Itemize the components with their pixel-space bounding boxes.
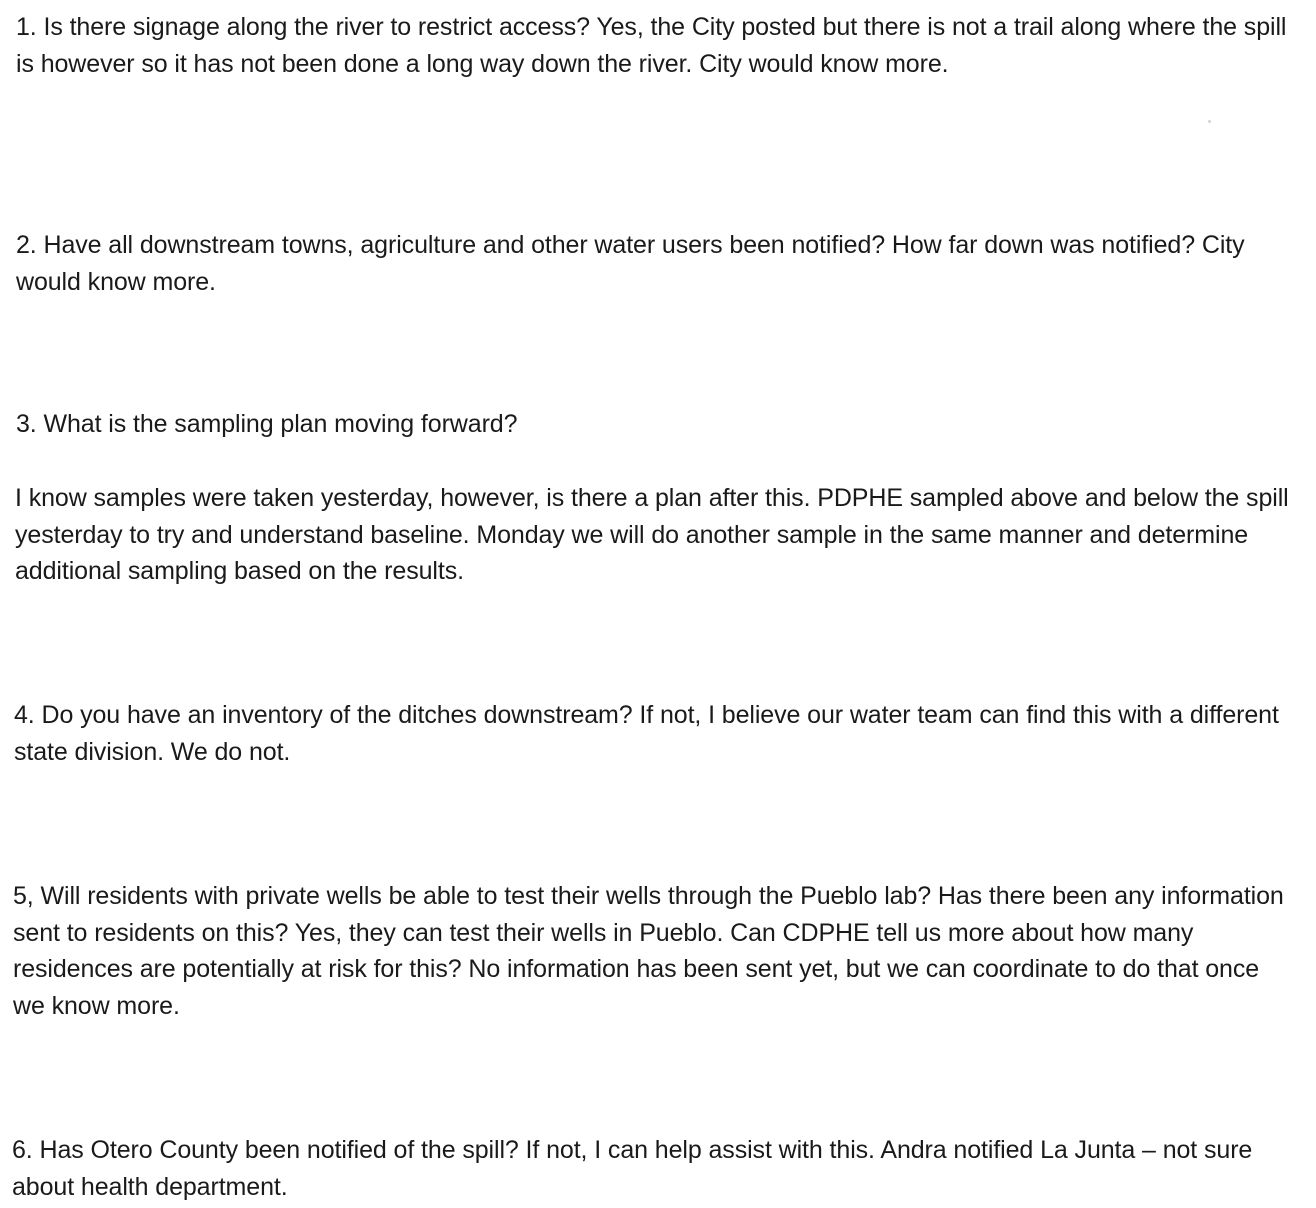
answer-3-paragraph: I know samples were taken yesterday, however, is there a plan after this. PDPHE sampled above and below the spill yesterday to try and understand baseline. Monday we will do another sample in the same manner and determine additional sampling based on the results. bbox=[15, 484, 1296, 585]
question-6-paragraph: 6. Has Otero County been notified of the spill? If not, I can help assist with this. Andra notified La Junta – not sure about health department. bbox=[12, 1136, 1260, 1201]
question-2-paragraph: 2. Have all downstream towns, agriculture and other water users been notified? How far down was notified? City would know more. bbox=[16, 231, 1252, 296]
question-1-paragraph: 1. Is there signage along the river to restrict access? Yes, the City posted but there is not a trail along where the spill is however so it has not been done a long way down the river. City would know more. bbox=[16, 13, 1294, 78]
scan-speck bbox=[1208, 120, 1211, 123]
question-5-paragraph: 5, Will residents with private wells be able to test their wells through the Pueblo lab? Has there been any information sent to residents on this? Yes, they can test their wells in Pueblo. Can CDPHE tell us more about how many residences are potentially at risk for this? No information has been sent yet, but we can coordinate to do that once we know more. bbox=[13, 882, 1291, 1020]
question-3-paragraph: 3. What is the sampling plan moving forward? bbox=[16, 410, 518, 438]
question-4-paragraph: 4. Do you have an inventory of the ditches downstream? If not, I believe our water team can find this with a different state division. We do not. bbox=[14, 701, 1286, 766]
